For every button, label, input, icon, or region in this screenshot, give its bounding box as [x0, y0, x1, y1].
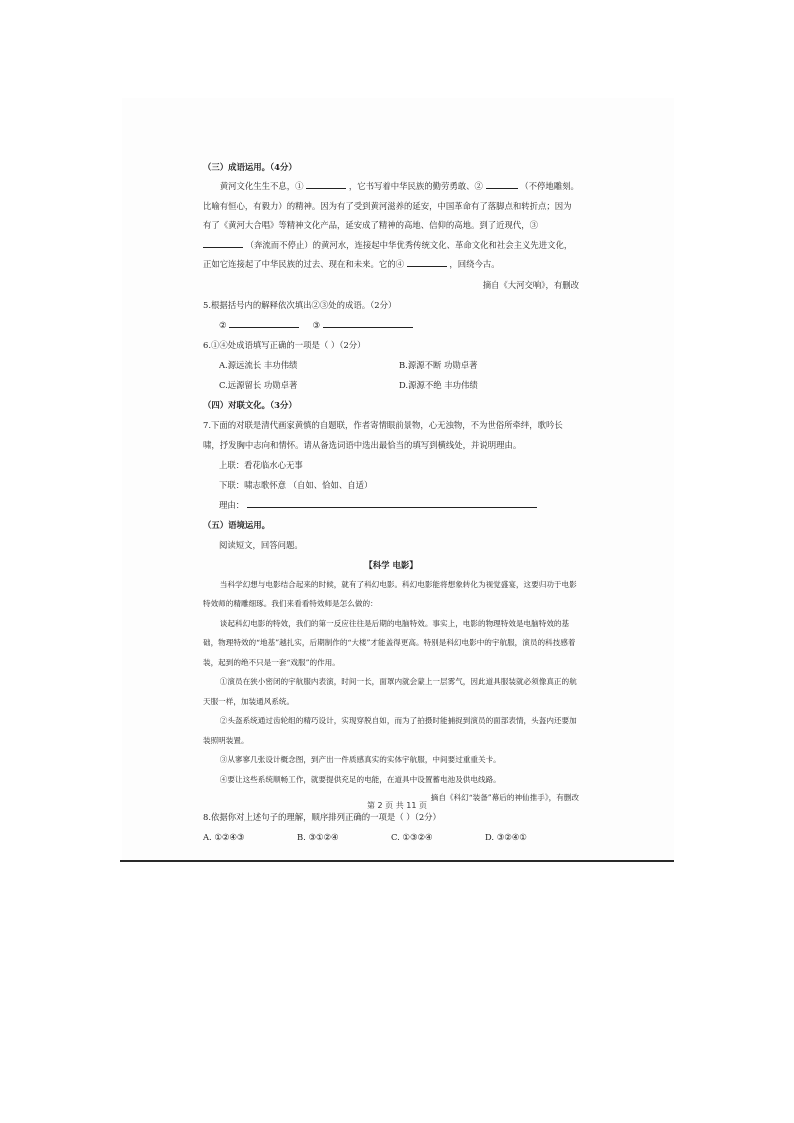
- page-number: 第 2 页 共 11 页: [367, 801, 427, 810]
- passage-part-3: （不停地雕刻。比喻有恒心，有毅力）的精神。因为有了受到黄河滋养的延安，中国革命有了落脚点和转折点；因为有了《黄河大合唱》等精神文化产品，延安成了精神的高地、信仰的高地。到了近现代，③: [203, 181, 579, 230]
- question-5: 5.根据括号内的解释依次填出②③处的成语。（2分）: [203, 299, 397, 310]
- option-b[interactable]: B.源源不断 功勋卓著: [399, 359, 478, 370]
- question-7: 7.下面的对联是清代画家黄慎的自题联，作者寄情眼前景物，心无浊物，不为世俗所牵绊，歌吟长啸，抒发胸中志向和情怀。请从备选词语中选出最恰当的填写到横线处，并说明理由。: [203, 419, 563, 450]
- question-8-options: [203, 827, 579, 847]
- answer-3-blank[interactable]: [323, 317, 413, 328]
- option-a[interactable]: A.源远流长 丰功伟绩: [219, 359, 298, 370]
- sentence-3: ③从寥寥几张设计概念图，到产出一件质感真实的实体宇航服，中间要过重重关卡。: [219, 755, 501, 764]
- answer-3-label: ③: [312, 319, 321, 330]
- passage-part-5: ，回绕今古。: [449, 259, 500, 269]
- option-a[interactable]: A. ①②④③: [203, 832, 245, 842]
- section-5-heading: （五）语境运用。: [203, 519, 270, 530]
- question-5-answers: [203, 315, 579, 335]
- page-content: [203, 157, 579, 847]
- question-8: 8.依据你对上述句子的理解，顺序排列正确的一项是（ ）（2分）: [203, 812, 441, 822]
- couplet-upper: 上联：看花临水心无事: [219, 459, 303, 470]
- option-c[interactable]: C.远源留长 功勋卓著: [219, 379, 298, 390]
- page-edge-line: [120, 860, 674, 862]
- section-5-intro: 阅读短文，回答问题。: [219, 539, 303, 550]
- sentence-2: ②头盔系统通过齿轮组的精巧设计，实现穿脱自如，而为了拍摄时能捕捉到演员的面部表情，头盔内还要加装照明装置。: [203, 716, 577, 745]
- passage-part-2: ，它书写着中华民族的勤劳勇敢、②: [348, 181, 483, 191]
- article-title: 【科学 电影】: [364, 559, 418, 570]
- passage-part-1: 黄河文化生生不息，①: [219, 181, 304, 191]
- reason-blank[interactable]: [247, 497, 537, 508]
- article-paragraph-1: 当科学幻想与电影结合起来的时候，就有了科幻电影。科幻电影能将想象转化为视觉盛宴，这要归功于电影特效师的精雕细琢。我们来看看特效师是怎么做的：: [203, 579, 577, 608]
- section-3-passage: [203, 177, 579, 275]
- option-b[interactable]: B. ③①②④: [297, 832, 339, 842]
- sentence-1: ①演员在狭小密闭的宇航服内表演，时间一长，面罩内就会蒙上一层雾气，因此道具服装就必须像真正的航天服一样，加装通风系统。: [203, 677, 577, 706]
- question-6-options: [203, 355, 579, 395]
- passage-part-4: （奔流而不停止）的黄河水，连接起中华优秀传统文化、革命文化和社会主义先进文化，正如它连接起了中华民族的过去、现在和未来。它的④: [203, 239, 573, 269]
- section-4-heading: （四）对联文化。（3分）: [203, 399, 297, 410]
- option-c[interactable]: C. ①③②④: [391, 832, 433, 842]
- blank-1[interactable]: [306, 178, 346, 189]
- article-source: 摘自《科幻“装备”幕后的神仙推手》，有删改: [430, 793, 579, 802]
- option-d[interactable]: D. ③②④①: [485, 832, 527, 842]
- blank-3[interactable]: [203, 237, 243, 248]
- answer-2-blank[interactable]: [229, 317, 299, 328]
- question-6: 6.①④处成语填写正确的一项是（ ）（2分）: [203, 339, 366, 350]
- sentence-4: ④要让这些系统顺畅工作，就要提供充足的电能，在道具中设置蓄电池及供电线路。: [219, 774, 501, 784]
- blank-4[interactable]: [407, 256, 447, 267]
- question-7-reason: [203, 495, 579, 515]
- section-3-heading: （三）成语运用。（4分）: [203, 162, 297, 172]
- option-d[interactable]: D.源源不绝 丰功伟绩: [399, 379, 478, 390]
- couplet-lower: 下联：啸志歌怀意 （自如、恰如、自适）: [219, 479, 373, 490]
- article-paragraph-2: 谈起科幻电影的特效，我们的第一反应往往是后期的电脑特效。事实上，电影的物理特效是电脑特效的基础，物理特效的“地基”越扎实，后期制作的“大楼”才能盖得更高。特别是科幻电影中的宇航服，演员的科技感着装，起到的绝不只是一套“戏服”的作用。: [203, 618, 576, 667]
- reason-label: 理由：: [219, 499, 245, 510]
- section-3-source: 摘自《大河交响》，有删改: [482, 279, 579, 290]
- answer-2-label: ②: [219, 319, 227, 330]
- blank-2[interactable]: [486, 178, 518, 189]
